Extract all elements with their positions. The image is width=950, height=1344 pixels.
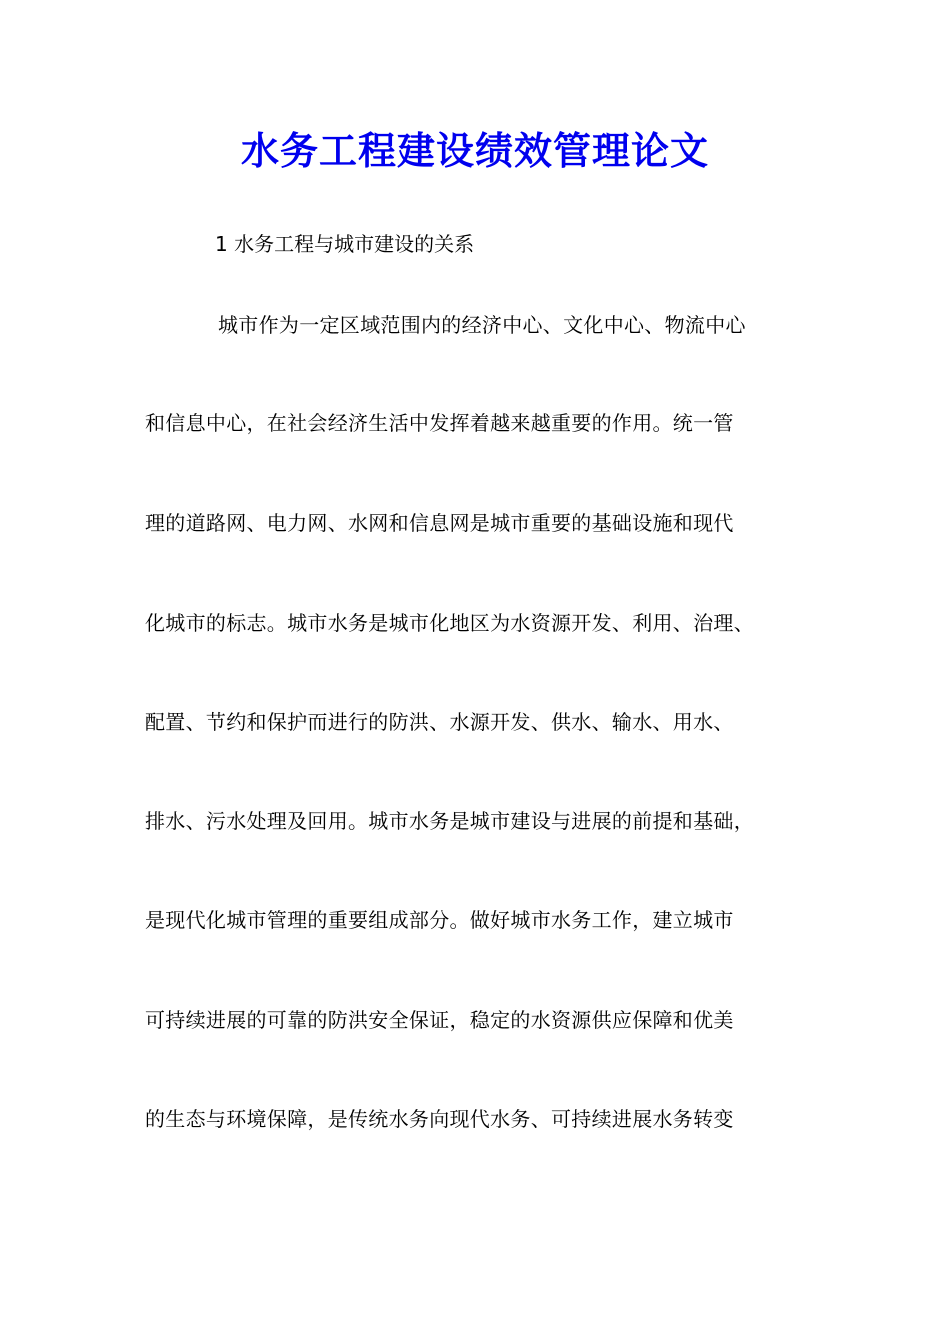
section-heading: 1 水务工程与城市建设的关系 xyxy=(215,232,475,256)
paragraph-line: 和信息中心，在社会经济生活中发挥着越来越重要的作用。统一管 xyxy=(145,411,734,435)
paragraph-line: 理的道路网、电力网、水网和信息网是城市重要的基础设施和现代 xyxy=(145,511,734,535)
paragraph-line: 的生态与环境保障，是传统水务向现代水务、可持续进展水务转变 xyxy=(145,1107,734,1131)
document-title: 水务工程建设绩效管理论文 xyxy=(240,129,709,173)
paragraph-line: 化城市的标志。城市水务是城市化地区为水资源开发、利用、治理、 xyxy=(145,611,754,635)
paragraph-line: 排水、污水处理及回用。城市水务是城市建设与进展的前提和基础， xyxy=(145,809,754,833)
paragraph-line: 配置、节约和保护而进行的防洪、水源开发、供水、输水、用水、 xyxy=(145,710,734,734)
paragraph-line: 城市作为一定区域范围内的经济中心、文化中心、物流中心 xyxy=(218,313,746,337)
paragraph-line: 可持续进展的可靠的防洪安全保证，稳定的水资源供应保障和优美 xyxy=(145,1008,734,1032)
paragraph-line: 是现代化城市管理的重要组成部分。做好城市水务工作，建立城市 xyxy=(145,908,734,932)
